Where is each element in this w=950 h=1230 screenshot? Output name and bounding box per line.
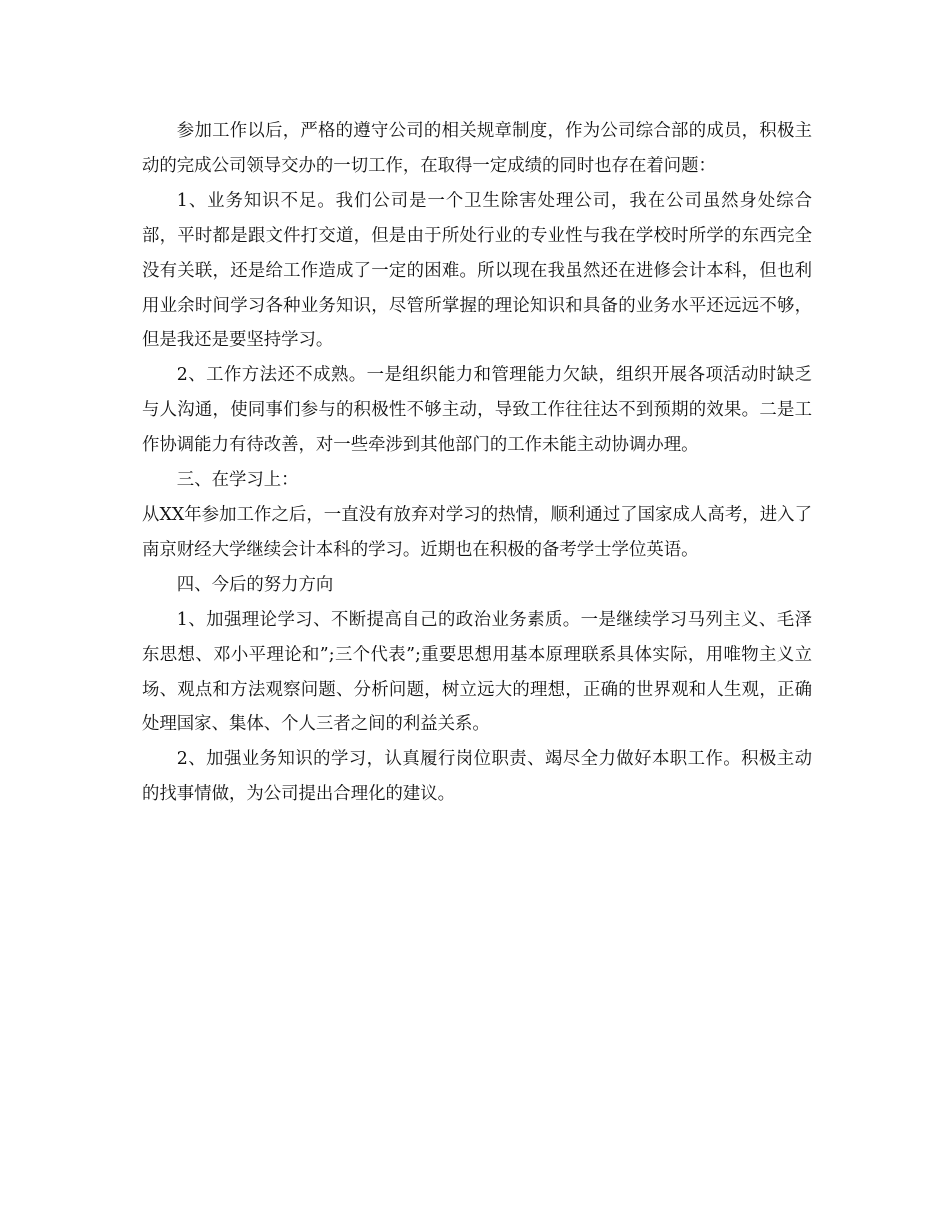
paragraph-business-knowledge: 1、业务知识不足。我们公司是一个卫生除害处理公司，我在公司虽然身处综合部，平时都是跟文件打交道，但是由于所处行业的专业性与我在学校时所学的东西完全没有关联，还是给工作造成了一定的困难。所以现在我虽然还在进修会计本科，但也利用业余时间学习各种业务知识，尽管所掌握的理论知识和具备的业务水平还远远不够，但是我还是要坚持学习。	[142, 190, 812, 351]
paragraph-intro: 参加工作以后，严格的遵守公司的相关规章制度，作为公司综合部的成员，积极主动的完成公司领导交办的一切工作，在取得一定成绩的同时也存在着问题：	[142, 121, 812, 176]
paragraph-learning: 从XX年参加工作之后，一直没有放弃对学习的热情，顺利通过了国家成人高考，进入了南京财经大学继续会计本科的学习。近期也在积极的备考学士学位英语。	[142, 504, 812, 560]
document-body	[142, 114, 812, 812]
heading-learning: 三、在学习上：	[176, 470, 299, 491]
heading-future-direction: 四、今后的努力方向	[176, 574, 334, 595]
paragraph-theory-study: 1、加强理论学习、不断提高自己的政治业务素质。一是继续学习马列主义、毛泽东思想、邓小平理论和”;三个代表”;重要思想用基本原理联系具体实际，用唯物主义立场、观点和方法观察问题、分析问题，树立远大的理想，正确的世界观和人生观，正确处理国家、集体、个人三者之间的利益关系。	[142, 609, 812, 735]
paragraph-work-methods: 2、工作方法还不成熟。一是组织能力和管理能力欠缺，组织开展各项活动时缺乏与人沟通，使同事们参与的积极性不够主动，导致工作往往达不到预期的效果。二是工作协调能力有待改善，对一些牵涉到其他部门的工作未能主动协调办理。	[142, 365, 812, 456]
paragraph-business-study: 2、加强业务知识的学习，认真履行岗位职责、竭尽全力做好本职工作。积极主动的找事情做，为公司提出合理化的建议。	[142, 749, 812, 805]
